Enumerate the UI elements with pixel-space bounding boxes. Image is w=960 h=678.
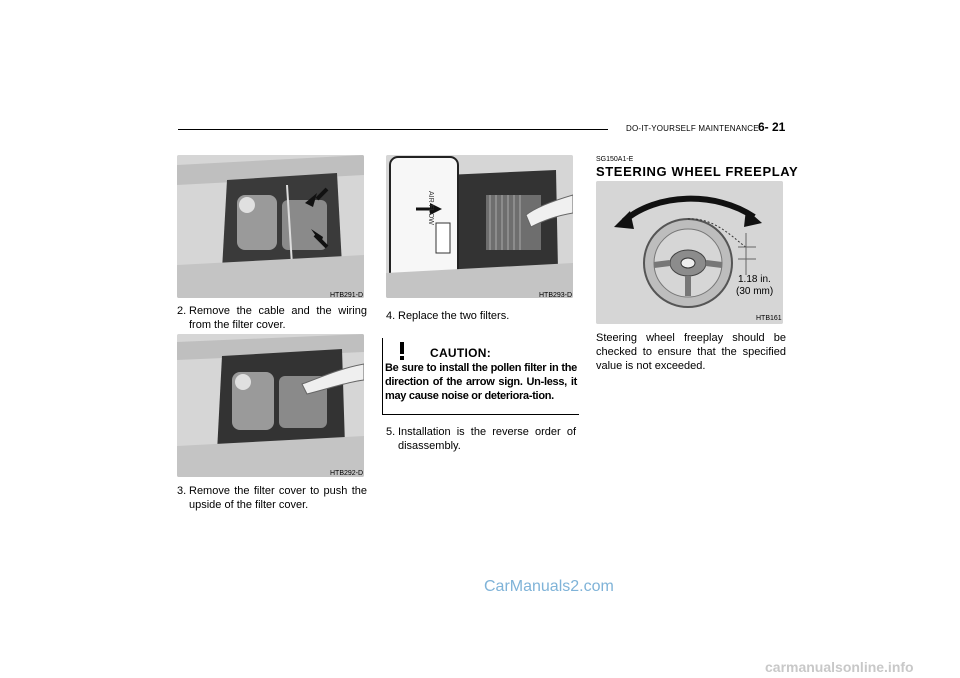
step-3 — [177, 484, 367, 512]
caution-title: CAUTION: — [430, 346, 492, 360]
section-title: STEERING WHEEL FREEPLAY — [596, 164, 799, 179]
step-number: 2. — [177, 305, 187, 317]
step-5 — [386, 425, 576, 453]
measure-line-1: 1.18 in. — [738, 274, 771, 285]
figure-code: HTB292-D — [330, 470, 364, 477]
section-code: SG150A1-E — [596, 156, 634, 163]
step-text: Remove the filter cover to push the upside of the filter cover. — [189, 485, 367, 511]
section-body: Steering wheel freeplay should be checked to ensure that the specified value is not exceeded. — [596, 332, 786, 372]
step-2 — [177, 304, 367, 332]
watermark-bottom: CarManuals2.com — [484, 578, 614, 595]
step-text: Installation is the reverse order of disassembly. — [398, 426, 576, 452]
header-section-title: DO-IT-YOURSELF MAINTENANCE — [626, 124, 759, 133]
step-number: 4. — [386, 310, 396, 322]
figure-htb293 — [386, 155, 573, 298]
step-text: Replace the two filters. — [398, 310, 510, 322]
step-4 — [386, 309, 576, 323]
step-text: Remove the cable and the wiring from the filter cover. — [189, 305, 367, 331]
page-number: 6- 21 — [758, 120, 786, 134]
figure-code: HTB293-D — [539, 292, 573, 299]
figure-htb292 — [177, 334, 364, 477]
figure-htb291 — [177, 155, 364, 298]
step-number: 3. — [177, 485, 187, 497]
warning-icon — [389, 338, 415, 362]
figure-code: HTB161 — [756, 315, 782, 322]
air-flow-label: AIR FLOW — [427, 191, 434, 225]
step-number: 5. — [386, 426, 396, 438]
figure-htb161 — [596, 181, 783, 324]
measure-line-2: (30 mm) — [736, 286, 774, 297]
figure-code: HTB291-D — [330, 292, 364, 299]
caution-text: Be sure to install the pollen filter in the direction of the arrow sign. Un-less, it may cause noise or deteriora-tion. — [385, 362, 577, 402]
watermark-corner: carmanualsonline.info — [765, 659, 914, 675]
header-rule — [178, 129, 608, 130]
